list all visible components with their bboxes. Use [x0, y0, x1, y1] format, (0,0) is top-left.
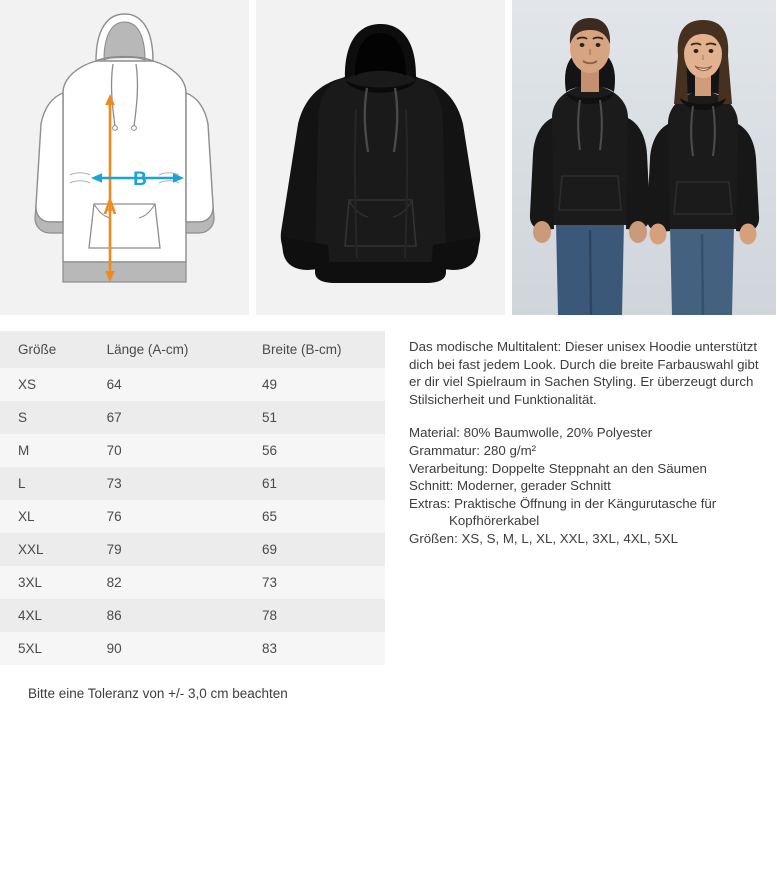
cell-length: 73: [79, 467, 232, 500]
black-hoodie-product-photo: [256, 0, 505, 315]
table-row: [0, 500, 385, 533]
cell-length: 82: [79, 566, 232, 599]
models-wearing-hoodie-photo: [512, 0, 776, 315]
cell-length: 79: [79, 533, 232, 566]
table-header-row: [0, 331, 385, 368]
cell-width: 73: [232, 566, 385, 599]
cell-width: 61: [232, 467, 385, 500]
cell-width: 51: [232, 401, 385, 434]
cell-width: 56: [232, 434, 385, 467]
spec-extras-continued: Kopfhörerkabel: [449, 513, 540, 529]
spec-sizes: Größen: XS, S, M, L, XL, XXL, 3XL, 4XL, 5XL: [409, 530, 679, 546]
cell-width: 83: [232, 632, 385, 665]
cell-size: XXL: [0, 533, 79, 566]
spec-cut: Schnitt: Moderner, gerader Schnitt: [409, 478, 611, 494]
cell-length: 70: [79, 434, 232, 467]
hoodie-measurement-schematic-panel: [0, 0, 249, 315]
table-row: [0, 467, 385, 500]
table-row: [0, 632, 385, 665]
cell-size: 4XL: [0, 599, 79, 632]
tolerance-note: Bitte eine Toleranz von +/- 3,0 cm beachten: [28, 686, 288, 701]
table-row: [0, 434, 385, 467]
cell-size: 3XL: [0, 566, 79, 599]
cell-width: 65: [232, 500, 385, 533]
cell-size: M: [0, 434, 79, 467]
cell-size: S: [0, 401, 79, 434]
column-header-length: Länge (A-cm): [79, 331, 232, 368]
table-row: [0, 401, 385, 434]
spec-extras: Extras: Praktische Öffnung in der Kängurutasche für: [409, 495, 717, 511]
description-intro: Das modische Multitalent: Dieser unisex Hoodie unterstützt dich bei fast jedem Look. Durch die breite Farbauswahl gibt er dir viel Spielraum in Sachen Styling. Er überzeugt durch Stilsicherheit und Funktionalität.: [409, 339, 759, 407]
column-header-width: Breite (B-cm): [232, 331, 385, 368]
size-table-wrapper: [0, 331, 385, 701]
cell-size: XS: [0, 368, 79, 401]
hoodie-measurement-schematic: [0, 0, 249, 315]
measurement-label-a: A: [103, 198, 117, 219]
table-row: [0, 368, 385, 401]
cell-length: 90: [79, 632, 232, 665]
spec-material: Material: 80% Baumwolle, 20% Polyester: [409, 425, 653, 441]
cell-length: 64: [79, 368, 232, 401]
table-row: [0, 566, 385, 599]
black-hoodie-product-panel: [256, 0, 505, 315]
measurement-label-b: B: [133, 169, 147, 191]
cell-length: 67: [79, 401, 232, 434]
cell-size: XL: [0, 500, 79, 533]
details-row: [0, 331, 777, 701]
cell-length: 76: [79, 500, 232, 533]
table-row: [0, 533, 385, 566]
column-header-size: Größe: [0, 331, 79, 368]
cell-width: 49: [232, 368, 385, 401]
cell-width: 78: [232, 599, 385, 632]
size-table: [0, 331, 385, 665]
cell-size: 5XL: [0, 632, 79, 665]
models-wearing-hoodie-panel: [512, 0, 776, 315]
product-description: [409, 331, 761, 701]
cell-size: L: [0, 467, 79, 500]
cell-length: 86: [79, 599, 232, 632]
product-image-row: [0, 0, 777, 315]
table-row: [0, 599, 385, 632]
spec-processing: Verarbeitung: Doppelte Steppnaht an den Säumen: [409, 460, 707, 476]
spec-weight: Grammatur: 280 g/m²: [409, 442, 537, 458]
cell-width: 69: [232, 533, 385, 566]
